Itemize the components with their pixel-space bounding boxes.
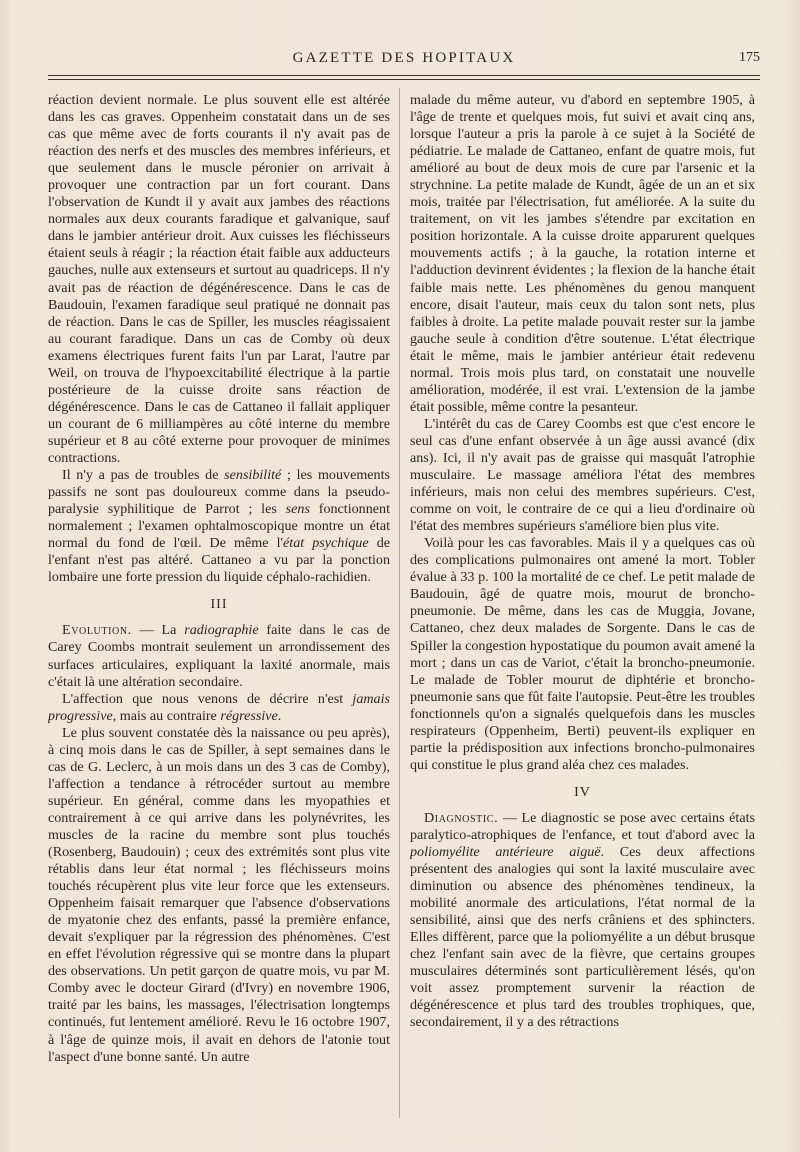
paragraph: Le plus souvent constatée dès la naissance ou peu après), à cinq mois dans le cas de Spiller, à sept semaines dans le cas de G. Leclerc, à un mois dans un des 3 cas de Comby), l'affection a tendance à rétrocéder surtout au membre supérieur. En général, comme dans les myopathies et contrairement à ce qui arrive dans les polynévrites, les muscles de la racine du membre sont plus touchés (Rosenberg, Baudouin) ; ceux des extrémités sont plus vite rétablis dans leur état normal ; les fléchisseurs moins touchés récupèrent plus vite leur force que les extenseurs. Oppenheim faisait remarquer que l'absence d'observations de myatonie chez des enfants, passé la première enfance, devait s'expliquer par la régression des phénomènes. C'est en effet l'évolution régressive qui se montre dans la plupart des observations. Un petit garçon de quatre mois, vu par M. Comby avec le docteur Girard (d'Ivry) en novembre 1906, traité par les bains, les massages, l'électrisation longtemps continués, fut lentement amélioré. Revu le 16 octobre 1907, à l'âge de quinze mois, il avait en dehors de l'atonie tout l'aspect d'une bonne santé. Un autre — [48, 724, 390, 1065]
page-number: 175 — [739, 50, 760, 65]
section-label: Diagnostic. — [424, 809, 499, 826]
section-heading: III — [210, 597, 228, 613]
paragraph: malade du même auteur, vu d'abord en septembre 1905, à l'âge de trente et quelques mois, fut suivi et avait cinq ans, lorsque l'auteur a pris la parole à ce sujet à la Société de pédiatrie. Le malade de Cattaneo, enfant de quatre mois, fut amélioré au bout de deux mois de cure par l'arsenic et la strychnine. La petite malade de Kundt, âgée de un an et six mois, traitée par l'électrisation, fut améliorée. A la suite du traitement, on vit les jambes s'étendre par excitation en position horizontale. A la cuisse droite apparurent quelques mouvements actifs ; à la gauche, la rotation interne et l'adduction devinrent évidentes ; la flexion de la hanche était faible mais nette. Les phénomènes du genou manquent encore, disait l'auteur, mais ceux du talon sont nets, plus faibles à droite. La petite malade pouvait rester sur la jambe gauche seule à condition d'être soutenue. L'état électrique était le même, mais le jambier antérieur était redevenu normal. Trois mois plus tard, on constatait une nouvelle amélioration, modérée, il est vrai. L'extension de la jambe était possible, même contre la pesanteur. — [410, 92, 755, 415]
paragraph: réaction devient normale. Le plus souvent elle est altérée dans les cas graves. Oppenheim constatait dans un de ses cas que même avec de forts courants il n'y avait pas de réaction des nerfs et des muscles des membres inférieurs, et que seulement dans le muscle péronier on arrivait à provoquer une contraction par un fort courant. Dans l'observation de Kundt il y avait aux jambes des réactions normales aux deux courants faradique et galvanique, sauf dans le jambier antérieur droit. Aux cuisses les fléchisseurs étaient seuls à réagir ; la réaction était faible aux adducteurs gauches, nulle aux extenseurs et surtout au quadriceps. Il n'y avait pas de réaction de dégénérescence. Dans le cas de Baudouin, l'examen faradique seul pratiqué ne donnait pas de réaction. Dans le cas de Spiller, les muscles réagissaient au courant faradique. Dans un cas de Comby où deux examens électriques furent faits l'un par Larat, l'autre par Weil, on trouva de l'hypoexcitabilité électrique à la partie postérieure de la cuisse droite sans réaction de dégénérescence. Dans le cas de Cattaneo il fallait appliquer un courant de 6 milliampères au côté interne du membre supérieur et 8 au côté externe pour provoquer de minimes contractions. — [48, 92, 390, 466]
column-divider — [399, 88, 400, 1118]
paragraph: L'affection que nous venons de décrire n'est jamais progressive, mais au contraire régressive. — [48, 690, 390, 724]
paragraph: Evolution. — La radiographie faite dans le cas de Carey Coombs montrait seulement un arrondissement des surfaces articulaires, expliquant la laxité anormale, mais c'était là une altération secondaire. — [48, 622, 390, 690]
left-column — [48, 92, 390, 1122]
paragraph: Il n'y a pas de troubles de sensibilité ; les mouvements passifs ne sont pas douloureux comme dans la pseudo-paralysie syphilitique de Parrot ; les sens fonctionnent normalement ; l'examen ophtalmoscopique montre un état normal du fond de l'œil. De même l'état psychique de l'enfant n'est pas altéré. Cattaneo a vu par la ponction lombaire une forte pression du liquide céphalo-rachidien. — [48, 467, 390, 586]
right-column — [410, 92, 755, 1122]
paragraph: Diagnostic. — Le diagnostic se pose avec certains états paralytico-atrophiques de l'enfance, et tout d'abord avec la poliomyélite antérieure aiguë. Ces deux affections présentent des analogies qui sont la laxité musculaire avec diminution ou absence des phénomènes tendineux, la mobilité anormale des articulations, l'état normal de la sensibilité, ainsi que des nerfs crâniens et des sphincters. Elles diffèrent, parce que la poliomyélite a un début brusque chez l'enfant sain avec de la fièvre, que certains groupes musculaires déterminés sont particulièrement lésés, qu'on voit assez promptement survenir la réaction de dégénérescence et plus tard des troubles trophiques, que, secondairement, il y a des rétractions — [410, 809, 755, 1031]
paragraph: L'intérêt du cas de Carey Coombs est que c'est encore le seul cas d'une enfant observée à un âge aussi avancé (dix ans). Ici, il n'y avait pas de graisse qui masquât l'atrophie musculaire. Le massage améliora l'état des membres inférieurs, mais non celui des membres supérieurs. C'est, comme on voit, le contraire de ce qui a lieu d'ordinaire où l'état des membres supérieurs s'améliore bien plus vite. — [410, 415, 755, 535]
header-rule-thick — [48, 75, 760, 76]
paragraph: Voilà pour les cas favorables. Mais il y a quelques cas où des complications pulmonaires ont amené la mort. Tobler évalue à 33 p. 100 la mortalité de ce chef. Le petit malade de Baudouin, âgé de quatre mois, mourut de broncho-pneumonie. De même, dans les cas de Muggia, Jovane, Cattaneo, chez deux malades de Sorgente. Dans le cas de Spiller la congestion hypostatique du poumon avait amené la mort ; dans un cas de Variot, c'était la broncho-pneumonie. Le malade de Tobler mourut de diphtérie et broncho-pneumonie sans que fût faite l'autopsie. Peut-être les troubles fonctionnels qu'on a signalés quelquefois dans les muscles respirateurs (Oppenheim, Berti) peuvent-ils expliquer en partie la prédisposition aux infections broncho-pulmonaires qui constitue le plus grand aléa chez ces malades. — [410, 535, 755, 773]
journal-title: GAZETTE DES HOPITAUX — [292, 50, 516, 66]
header-rule-thin — [48, 79, 760, 80]
section-label: Evolution. — [62, 622, 132, 639]
section-heading: IV — [574, 784, 591, 800]
running-header — [48, 48, 760, 70]
